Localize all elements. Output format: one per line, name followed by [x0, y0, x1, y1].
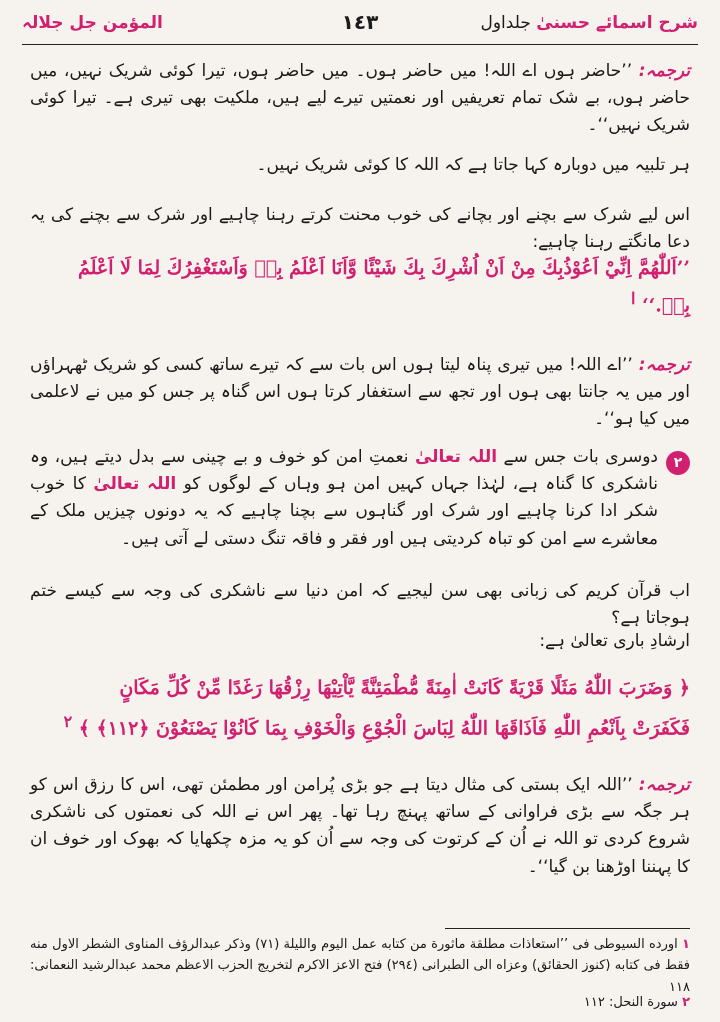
translation-text: ’’حاضر ہوں اے اللہ! میں حاضر ہوں۔ میں حاضر ہوں، تیرا کوئی شریک نہیں، میں حاضر ہوں، بے شک تمام تعریفیں اور نعمتیں تیرے لیے ہیں، ملکیت بھی تیری ہے۔ تیرا کوئی شریک نہیں‘‘۔	[30, 61, 690, 136]
footnote-marker: ١	[682, 937, 690, 952]
dua-line-2: بِهٖ.‘‘	[642, 294, 690, 317]
allah-name-highlight: اللہ تعالیٰ	[414, 447, 498, 467]
footnote-marker: ٢	[682, 995, 690, 1010]
footnote-2	[30, 992, 690, 1013]
translation-label: ترجمہ:	[638, 775, 690, 795]
footnote-1	[30, 934, 690, 998]
book-volume: جلداول	[480, 13, 531, 33]
paragraph-dua-intro: اس لیے شرک سے بچنے اور بچانے کی خوب محنت کرتے رہنا چاہیے اور شرک سے بچنے کی یہ دعا مانگتے رہنا چاہیے:	[30, 205, 690, 253]
quran-ayah	[30, 670, 690, 747]
translation-label: ترجمہ:	[638, 61, 690, 81]
point-two-paragraph	[30, 444, 658, 553]
translation-paragraph-2	[30, 352, 690, 434]
footnote-ref-1: ا	[631, 289, 636, 309]
book-title	[480, 12, 698, 33]
page-header	[22, 10, 698, 44]
translation-text: ’’اللہ ایک بستی کی مثال دیتا ہے جو بڑی پُرامن اور مطمئن تھی، اس کا رزق اس کو ہر جگہ سے بڑی فراوانی کے ساتھ پہنچ رہا تھا۔ پھر اس نے اللہ کی نعمتوں کی ناشکری شروع کردی تو اللہ نے اُن کے کرتوت کی وجہ سے اُن کو یہ مزہ چکھایا کہ بھوک اور خوف ان کا پہننا اوڑھنا بن گیا‘‘۔	[30, 775, 690, 877]
ayah-line-2: فَكَفَرَتْ بِاَنْعُمِ اللّٰهِ فَاَذَاقَهَا اللّٰهُ لِبَاسَ الْجُوْعِ وَالْخَوْفِ بِمَا كَانُوْا يَصْنَعُوْنَ ﴿١١٢﴾ ﴾	[78, 717, 690, 740]
translation-paragraph-1	[30, 58, 690, 140]
book-title-main: شرح اسمائے حسنیٰ	[536, 13, 698, 33]
chapter-title: المؤمن جل جلالہ	[22, 13, 163, 33]
paragraph-quran-intro: اب قرآن کریم کی زبانی بھی سن لیجیے کہ امن دنیا سے ناشکری کی وجہ سے کیسے ختم ہوجاتا ہے؟	[30, 581, 690, 629]
arabic-dua	[30, 252, 690, 323]
page-number: ١٤٣	[341, 10, 379, 34]
point-two-text-start: دوسری بات جس سے	[497, 447, 658, 467]
point-two-text-end: کا خوب شکر ادا کرنا چاہیے اور شرک اور گناہوں سے بچنا چاہیے کہ یہ دونوں چیزیں ملک کے معاشرے سے امن کو تباہ کردیتی ہیں اور فقر و فاقہ تنگ دستی لے آتی ہیں۔	[30, 474, 658, 549]
point-number-badge: ٢	[666, 451, 690, 475]
paragraph-talbiyah: ہر تلبیہ میں دوبارہ کہا جاتا ہے کہ اللہ کا کوئی شریک نہیں۔	[256, 155, 690, 175]
dua-line-1: ’’اَللّٰهُمَّ اِنِّيْ اَعُوْذُبِكَ مِنْ اَنْ اُشْرِكَ بِكَ شَيْئًا وَّاَنَا اَعْلَمُ بِهٖ وَاَسْتَغْفِرُكَ لِمَا لَا اَعْلَمُ	[77, 257, 690, 279]
paragraph-irshad: ارشادِ باری تعالیٰ ہے:	[539, 631, 690, 651]
translation-text: ’’اے اللہ! میں تیری پناہ لیتا ہوں اس بات سے کہ تیرے ساتھ کسی کو شریک ٹھہراؤں اور میں یہ جانتا بھی ہوں اور تجھ سے استغفار کرتا ہوں اس گناہ پر جس کو میں نے لاعلمی میں کیا ہو‘‘۔	[30, 355, 690, 430]
ayah-line-1: ﴿ وَضَرَبَ اللّٰهُ مَثَلًا قَرْيَةً كَانَتْ اٰمِنَةً مُّطْمَئِنَّةً يَّاْتِيْهَا رِزْقُهَا رَغَدًا مِّنْ كُلِّ مَكَانٍ	[119, 677, 690, 699]
translation-paragraph-3	[30, 772, 690, 881]
allah-name-highlight: اللہ تعالیٰ	[93, 474, 177, 495]
footnote-divider	[445, 928, 690, 929]
point-two-text-middle: نعمتِ امن کو خوف و بے چینی سے بدل دیتے ہیں، وہ ناشکری کا گناہ ہے، لہٰذا جہاں کہیں امن ہو وہاں کے لوگوں کو	[30, 447, 658, 495]
footnote-text: اورده السيوطى فى ’’استعاذات مطلقة ماثورة من كتابه عمل اليوم والليلة (٧١) وذكر عبدالرؤف المناوى الشطر الاول منه فقط فى كتابه (كنوز الحقائق) وعزاه الى الطبرانى (٢٩٤) فتح الاعز الاكرم لتخريج الحزب الاعظم محمد عبدالرشيد النعمانى: ١١٨	[30, 937, 690, 995]
translation-label: ترجمہ:	[638, 355, 690, 375]
header-divider	[22, 44, 698, 45]
footnote-text: سورة النحل: ١١٢	[583, 995, 678, 1010]
footnote-ref-2: ٢	[63, 712, 73, 732]
